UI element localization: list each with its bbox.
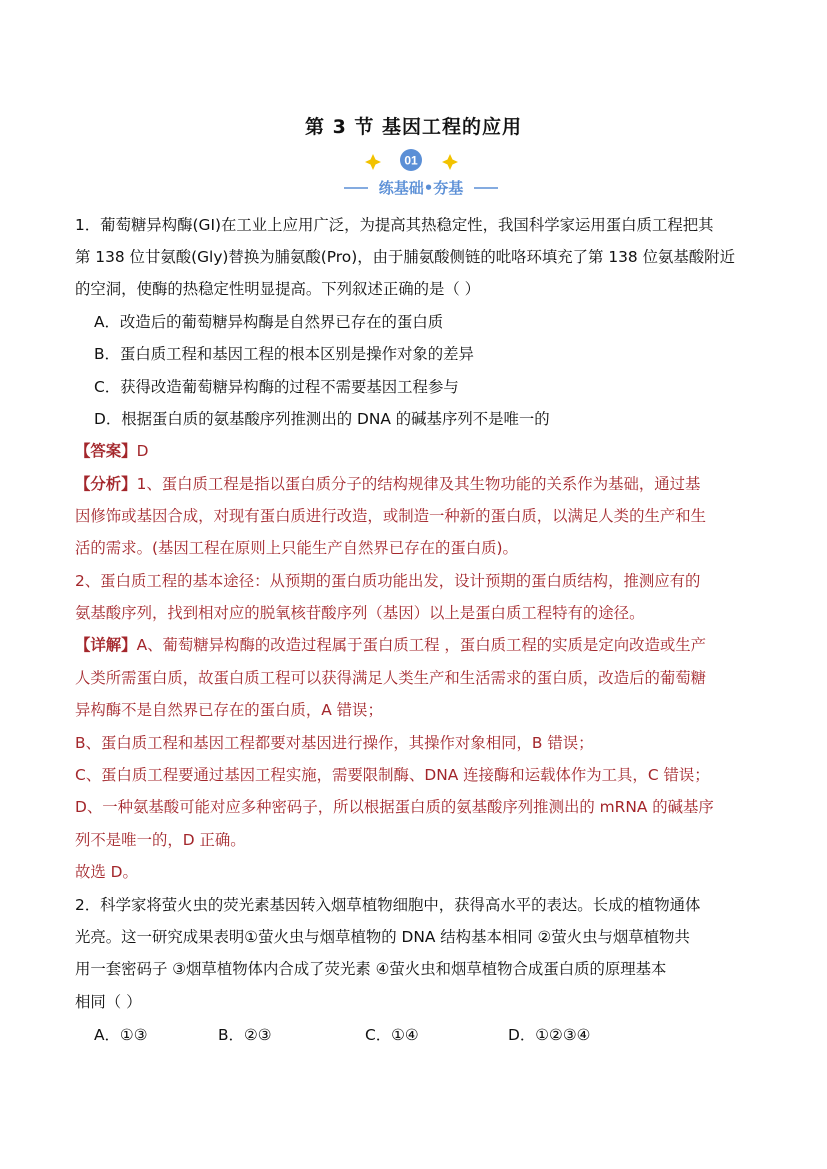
q1-analysis-line: 因修饰或基因合成，对现有蛋白质进行改造，或制造一种新的蛋白质，以满足人类的生产和生 xyxy=(75,507,707,525)
q1-detail-line xyxy=(75,635,706,655)
section-banner xyxy=(340,146,510,198)
banner-number: 01 xyxy=(404,153,418,168)
q1-stem-line: 的空洞，使酶的热稳定性明显提高。下列叙述正确的是（ ） xyxy=(75,280,481,298)
answer-tag: 【答案】 xyxy=(75,442,137,460)
q1-detail-line: 故选 D。 xyxy=(75,863,138,881)
q2-stem-line: 2．科学家将萤火虫的荧光素基因转入烟草植物细胞中，获得高水平的表达。长成的植物通体 xyxy=(75,896,701,914)
q1-detail-line: C、蛋白质工程要通过基因工程实施，需要限制酶、DNA 连接酶和运载体作为工具，C 错误； xyxy=(75,766,710,784)
q1-detail-line: B、蛋白质工程和基因工程都要对基因进行操作，其操作对象相同，B 错误； xyxy=(75,734,594,752)
q1-option-a: A．改造后的葡萄糖异构酶是自然界已存在的蛋白质 xyxy=(94,313,444,331)
q1-analysis-line: 氨基酸序列，找到相对应的脱氧核苷酸序列（基因）以上是蛋白质工程特有的途径。 xyxy=(75,604,645,622)
analysis-tag: 【分析】 xyxy=(75,475,137,493)
detail-text: A、葡萄糖异构酶的改造过程属于蛋白质工程 ，蛋白质工程的实质是定向改造或生产 xyxy=(136,636,707,654)
banner-text: 练基础•夯基 xyxy=(378,179,464,197)
q2-stem-line: 相同（ ） xyxy=(75,993,142,1011)
q1-stem-line: 第 138 位甘氨酸(Gly)替换为脯氨酸(Pro)，由于脯氨酸侧链的吡咯环填充了第 138 位氨基酸附近 xyxy=(75,248,735,266)
q1-detail-line: 异构酶不是自然界已存在的蛋白质，A 错误； xyxy=(75,701,383,719)
q1-detail-line: D、一种氨基酸可能对应多种密码子，所以根据蛋白质的氨基酸序列推测出的 mRNA 的碱基序 xyxy=(75,798,714,816)
star-icon xyxy=(442,154,458,170)
q1-analysis-line xyxy=(75,474,700,494)
q2-stem-line: 光亮。这一研究成果表明①萤火虫与烟草植物的 DNA 结构基本相同 ②萤火虫与烟草植物共 xyxy=(75,928,690,946)
q1-stem-line: 1．葡萄糖异构酶(GI)在工业上应用广泛，为提高其热稳定性，我国科学家运用蛋白质工程把其 xyxy=(75,216,714,234)
q1-detail-line: 列不是唯一的，D 正确。 xyxy=(75,831,246,849)
detail-tag: 【详解】 xyxy=(75,636,137,654)
analysis-text: 1、蛋白质工程是指以蛋白质分子的结构规律及其生物功能的关系作为基础，通过基 xyxy=(136,475,701,493)
q1-detail-line: 人类所需蛋白质，故蛋白质工程可以获得满足人类生产和生活需求的蛋白质，改造后的葡萄糖 xyxy=(75,669,707,687)
q1-option-d: D．根据蛋白质的氨基酸序列推测出的 DNA 的碱基序列不是唯一的 xyxy=(94,410,550,428)
q2-option-b: B．②③ xyxy=(218,1026,272,1044)
q2-option-d: D．①②③④ xyxy=(508,1026,591,1044)
q1-option-c: C．获得改造葡萄糖异构酶的过程不需要基因工程参与 xyxy=(94,378,459,396)
q1-analysis-line: 活的需求。(基因工程在原则上只能生产自然界已存在的蛋白质)。 xyxy=(75,539,518,557)
q1-analysis-line: 2、蛋白质工程的基本途径：从预期的蛋白质功能出发，设计预期的蛋白质结构，推测应有的 xyxy=(75,572,701,590)
q1-option-b: B．蛋白质工程和基因工程的根本区别是操作对象的差异 xyxy=(94,345,474,363)
q2-option-c: C．①④ xyxy=(365,1026,419,1044)
section-title: 第 3 节 基因工程的应用 xyxy=(304,116,523,138)
star-icon xyxy=(365,154,381,170)
q2-stem-line: 用一套密码子 ③烟草植物体内合成了荧光素 ④萤火虫和烟草植物合成蛋白质的原理基本 xyxy=(75,960,667,978)
q2-option-a: A．①③ xyxy=(94,1026,148,1044)
q1-answer xyxy=(75,441,148,461)
answer-value: D xyxy=(136,442,149,460)
